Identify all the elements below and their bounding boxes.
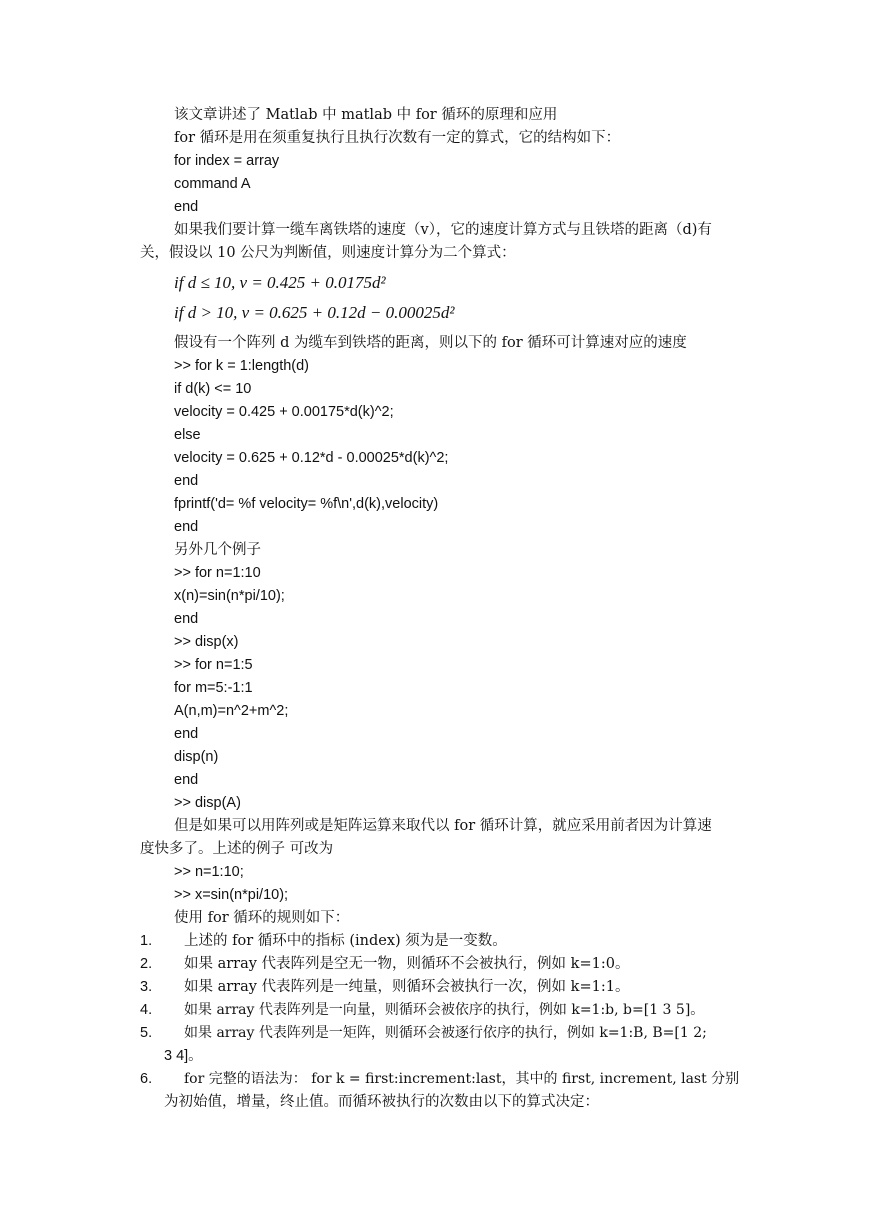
code-line: end: [174, 611, 199, 627]
code-line: end: [174, 199, 199, 215]
list-item: 如果 array 代表阵列是一矩阵，则循环会被逐行依序的执行，例如 k=1:B, B=[1 2;: [184, 1025, 707, 1041]
list-number: 3.: [140, 979, 153, 995]
list-number: 4.: [140, 1002, 153, 1018]
formula-2: if d > 10, v = 0.625 + 0.12d − 0.00025d²: [174, 303, 455, 322]
code-line: A(n,m)=n^2+m^2;: [174, 703, 289, 719]
list-number: 6.: [140, 1071, 153, 1087]
list-number: 5.: [140, 1025, 153, 1041]
list-number: 2.: [140, 956, 153, 972]
code-line: disp(n): [174, 749, 219, 765]
formula-1: if d ≤ 10, v = 0.425 + 0.0175d²: [174, 273, 386, 292]
list-item-continuation: 为初始值，增量，终止值。而循环被执行的次数由以下的算式决定：: [164, 1094, 599, 1110]
list-item: 如果 array 代表阵列是空无一物，则循环不会被执行，例如 k=1:0。: [184, 956, 630, 972]
list-number: 1.: [140, 933, 153, 949]
code-line: >> disp(A): [174, 795, 241, 811]
other-examples-heading: 另外几个例子: [174, 542, 261, 558]
assume-line: 假设有一个阵列 d 为缆车到铁塔的距离，则以下的 for 循环可计算速对应的速度: [174, 335, 687, 351]
code-line: velocity = 0.625 + 0.12*d - 0.00025*d(k)^2;: [174, 450, 449, 466]
code-line: for m=5:-1:1: [174, 680, 253, 696]
code-line: >> for n=1:10: [174, 565, 261, 581]
code-line: >> disp(x): [174, 634, 239, 650]
code-line: for index = array: [174, 153, 280, 169]
code-line: end: [174, 519, 199, 535]
speed-paragraph-line1: 如果我们要计算一缆车离铁塔的速度（v），它的速度计算方式与且铁塔的距离（d)有: [174, 222, 712, 238]
list-item-continuation: 3 4]。: [164, 1048, 203, 1064]
code-line: velocity = 0.425 + 0.00175*d(k)^2;: [174, 404, 394, 420]
code-line: command A: [174, 176, 251, 192]
list-item: 如果 array 代表阵列是一向量，则循环会被依序的执行，例如 k=1:b, b=[1 3 5]。: [184, 1002, 705, 1018]
vectorize-paragraph-line1: 但是如果可以用阵列或是矩阵运算来取代以 for 循环计算，就应采用前者因为计算速: [174, 818, 712, 834]
code-line: x(n)=sin(n*pi/10);: [174, 588, 285, 604]
intro-line: 该文章讲述了 Matlab 中 matlab 中 for 循环的原理和应用: [174, 107, 558, 123]
code-line: end: [174, 726, 199, 742]
code-line: end: [174, 772, 199, 788]
code-line: if d(k) <= 10: [174, 381, 252, 397]
for-description: for 循环是用在须重复执行且执行次数有一定的算式，它的结构如下：: [174, 130, 621, 146]
code-line: >> for n=1:5: [174, 657, 253, 673]
list-item: for 完整的语法为： for k = first:increment:last，其中的 first, increment, last 分别: [184, 1071, 740, 1087]
code-line: fprintf('d= %f velocity= %f\n',d(k),velocity): [174, 496, 439, 512]
code-line: >> n=1:10;: [174, 864, 244, 880]
list-item: 上述的 for 循环中的指标 (index) 须为是一变数。: [184, 933, 507, 949]
rules-heading: 使用 for 循环的规则如下：: [174, 910, 350, 926]
speed-paragraph-line2: 关，假设以 10 公尺为判断值，则速度计算分为二个算式：: [140, 245, 516, 261]
vectorize-paragraph-line2: 度快多了。上述的例子 可改为: [140, 841, 334, 857]
code-line: end: [174, 473, 199, 489]
code-line: >> x=sin(n*pi/10);: [174, 887, 289, 903]
code-line: else: [174, 427, 201, 443]
code-line: >> for k = 1:length(d): [174, 358, 310, 374]
list-item: 如果 array 代表阵列是一纯量，则循环会被执行一次，例如 k=1:1。: [184, 979, 630, 995]
